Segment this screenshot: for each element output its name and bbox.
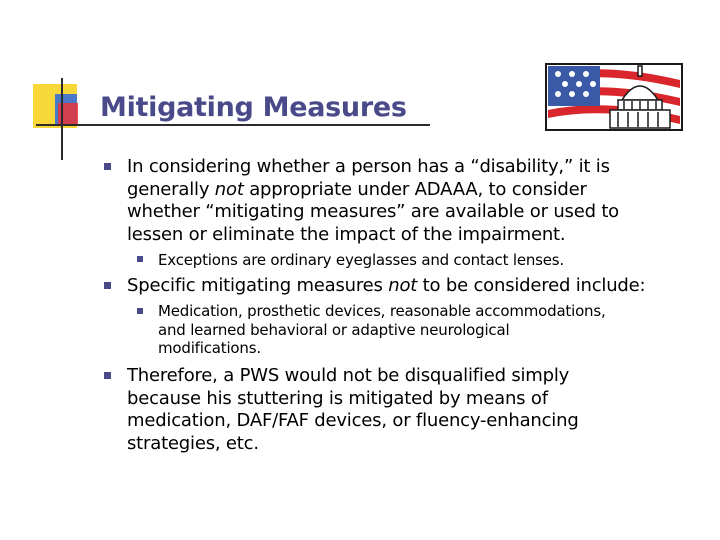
bullet-1-line-3: whether “mitigating measures” are available or used to	[127, 201, 619, 222]
text-run: generally	[127, 178, 215, 200]
bullet-3-line-4: strategies, etc.	[127, 432, 259, 454]
bullet-3-line-2: because his stuttering is mitigated by means of	[127, 387, 548, 409]
bullet-1-line-2	[127, 179, 619, 202]
emphasis-text: not	[214, 178, 244, 200]
bullet-marker	[104, 282, 111, 289]
bullet-text-3	[127, 365, 579, 455]
sub-bullet-2-line-1: Medication, prosthetic devices, reasonable accommodations,	[158, 302, 606, 320]
bullet-1-line-4: lessen or eliminate the impact of the impairment.	[127, 223, 566, 245]
decor-vertical-rule	[61, 78, 63, 160]
emphasis-text: not	[388, 275, 418, 296]
text-run: Specific mitigating measures	[127, 275, 389, 296]
sub-bullet-text-1: Exceptions are ordinary eyeglasses and contact lenses.	[158, 251, 564, 269]
bullet-marker	[104, 372, 111, 379]
sub-bullet-2-line-3: modifications.	[158, 339, 261, 357]
bullet-3-line-3: medication, DAF/FAF devices, or fluency-enhancing	[127, 410, 579, 431]
text-run: appropriate under ADAAA, to consider	[243, 178, 587, 200]
decor-title-underline	[36, 124, 430, 126]
bullet-text-2	[127, 275, 645, 298]
flag-capitol-icon	[544, 62, 684, 132]
bullet-marker	[104, 163, 111, 170]
sub-bullet-marker	[137, 256, 143, 262]
bullet-3-line-1: Therefore, a PWS would not be disqualified simply	[127, 365, 570, 386]
sub-bullet-2-line-2: and learned behavioral or adaptive neurological	[158, 320, 510, 339]
bullet-text-1	[127, 156, 619, 246]
bullet-1-line-1: In considering whether a person has a “disability,” it is	[127, 156, 610, 177]
slide-title: Mitigating Measures	[100, 92, 407, 123]
sub-bullet-text-2	[158, 302, 606, 358]
text-run: to be considered include:	[417, 275, 646, 296]
sub-bullet-marker	[137, 308, 143, 314]
